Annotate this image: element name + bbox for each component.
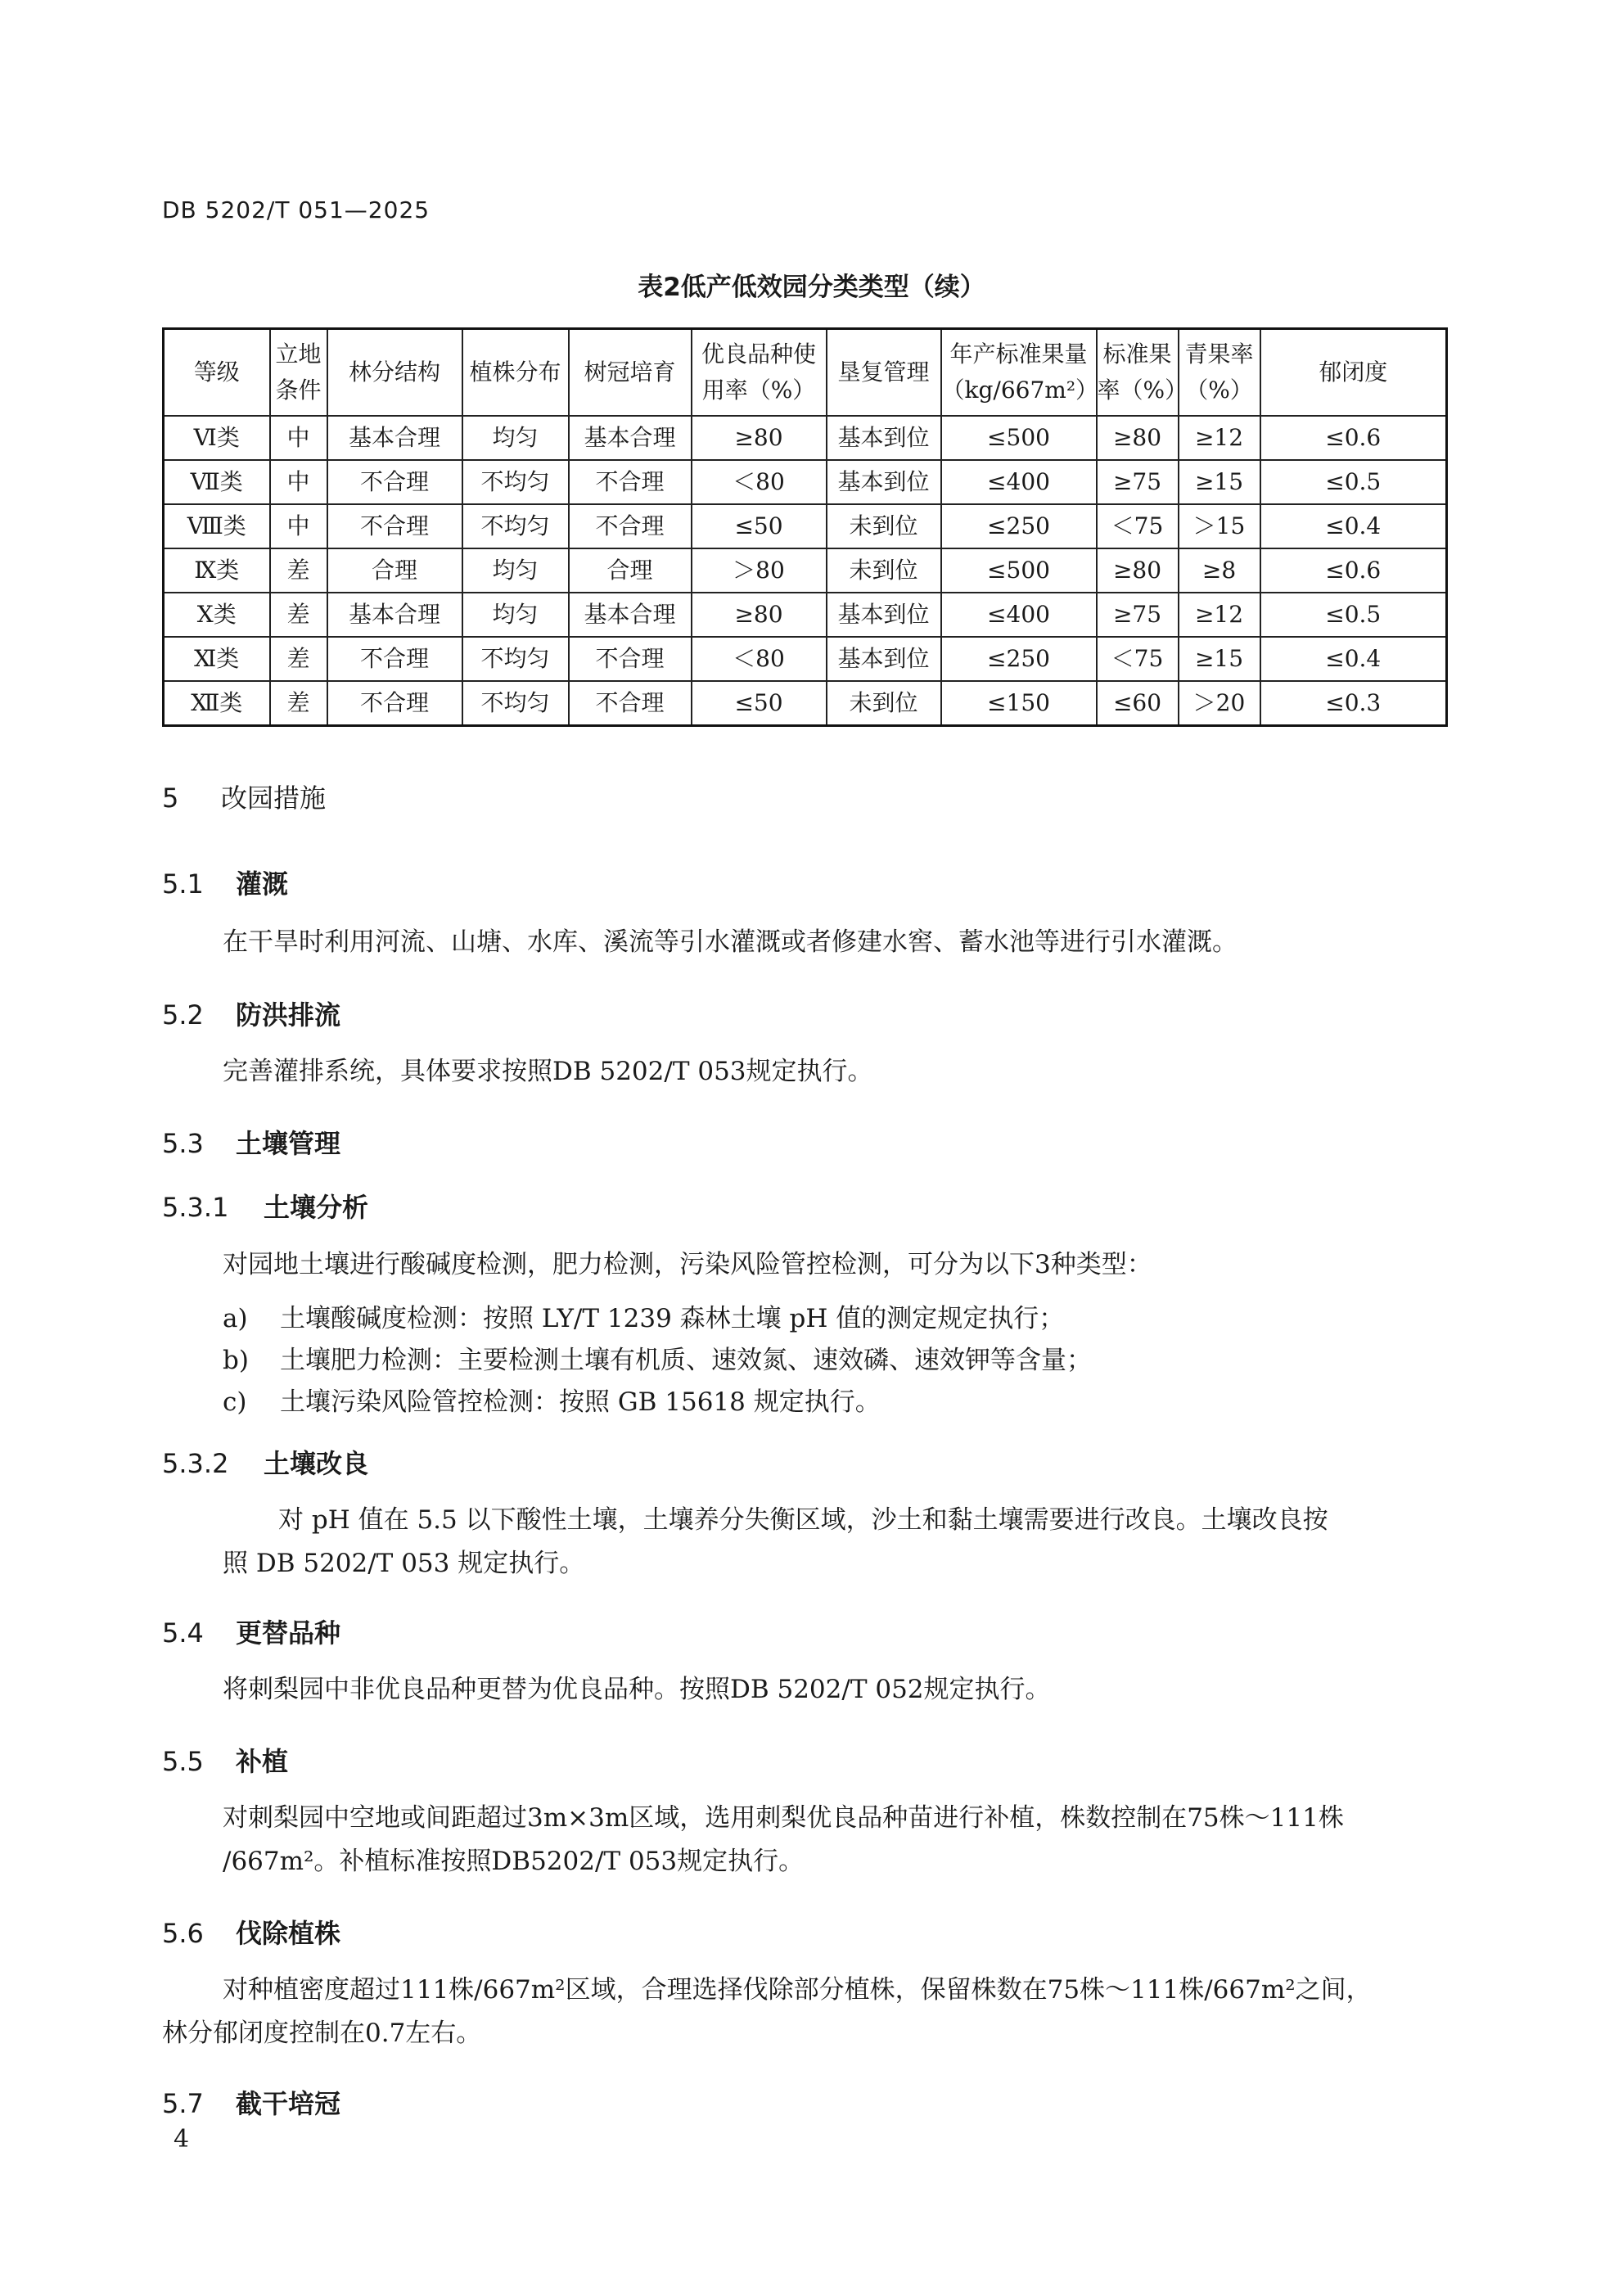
table-cell: ＜75 (1097, 637, 1179, 681)
table-cell: 未到位 (827, 504, 941, 548)
table-cell: ≥8 (1179, 548, 1260, 593)
table-cell: ≤250 (941, 504, 1097, 548)
table-cell: 不合理 (327, 637, 462, 681)
table-cell: ≤0.4 (1260, 637, 1447, 681)
section-5-3-1-body: 对园地土壤进行酸碱度检测，肥力检测，污染风险管控检测，可分为以下3种类型： (223, 1250, 1152, 1279)
section-5-1-body: 在干旱时利用河流、山塘、水库、溪流等引水灌溉或者修建水窖、蓄水池等进行引水灌溉。 (223, 927, 1238, 957)
table-cell: 基本到位 (827, 593, 941, 637)
table-cell: 不合理 (327, 681, 462, 726)
section-5-7-heading (162, 2083, 340, 2121)
table-cell: 差 (270, 593, 327, 637)
table-cell: 基本合理 (569, 593, 692, 637)
table-cell: ≤500 (941, 416, 1097, 460)
table-cell: 未到位 (827, 548, 941, 593)
table-cell: ≥12 (1179, 416, 1260, 460)
section-5-4-body: 将刺梨园中非优良品种更替为优良品种。按照DB 5202/T 052规定执行。 (223, 1675, 1051, 1704)
classification-table (162, 327, 1448, 727)
section-title: 土壤管理 (236, 1128, 341, 1159)
section-5-3-1-heading (162, 1187, 368, 1225)
col-header: 郁闭度 (1260, 329, 1447, 417)
col-header: 年产标准果量（kg/667m²） (941, 329, 1097, 417)
table-cell: 中 (270, 504, 327, 548)
table-cell: ＜75 (1097, 504, 1179, 548)
table-cell: ≤0.3 (1260, 681, 1447, 726)
table-cell: 不均匀 (462, 637, 569, 681)
page-number: 4 (174, 2125, 190, 2154)
section-title: 改园措施 (221, 783, 327, 814)
section-number: 5.7 (162, 2088, 204, 2119)
table-cell: ≤0.4 (1260, 504, 1447, 548)
table-title: 表2低产低效园分类类型（续） (638, 273, 985, 302)
table-cell: ≥80 (692, 416, 827, 460)
table-cell: 不合理 (569, 460, 692, 504)
table-cell: ≥75 (1097, 593, 1179, 637)
section-5-5-body-line2: /667m²。补植标准按照DB5202/T 053规定执行。 (223, 1847, 805, 1876)
table-cell: ≥75 (1097, 460, 1179, 504)
section-number: 5.3.2 (162, 1448, 229, 1479)
col-header: 树冠培育 (569, 329, 692, 417)
table-cell: ＞20 (1179, 681, 1260, 726)
section-number: 5.1 (162, 868, 204, 900)
table-cell: 基本合理 (569, 416, 692, 460)
table-cell: 均匀 (462, 548, 569, 593)
table-cell: 中 (270, 460, 327, 504)
section-title: 截干培冠 (236, 2088, 341, 2119)
table-cell: ＜80 (692, 460, 827, 504)
section-5-2-heading (162, 995, 340, 1032)
col-header: 优良品种使用率（%） (692, 329, 827, 417)
list-text: 土壤酸碱度检测：按照 LY/T 1239 森林土壤 pH 值的测定规定执行； (280, 1304, 1065, 1333)
table-cell: ≤150 (941, 681, 1097, 726)
list-marker: b) (223, 1346, 249, 1375)
table-cell: 基本到位 (827, 416, 941, 460)
table-cell: Ⅺ类 (164, 637, 270, 681)
table-cell: ＞80 (692, 548, 827, 593)
section-5-3-2-body-line1: 对 pH 值在 5.5 以下酸性土壤，土壤养分失衡区域，沙土和黏土壤需要进行改良。土壤改良按 (278, 1505, 1328, 1535)
table-cell: ≤400 (941, 593, 1097, 637)
section-5-3-heading (162, 1123, 340, 1161)
table-cell: Ⅹ类 (164, 593, 270, 637)
table-cell: 未到位 (827, 681, 941, 726)
section-5-6-body-line2: 林分郁闭度控制在0.7左右。 (162, 2019, 482, 2048)
table-cell: 不合理 (569, 637, 692, 681)
table-cell: 基本合理 (327, 593, 462, 637)
section-title: 土壤改良 (264, 1448, 369, 1479)
table-cell: ≤50 (692, 681, 827, 726)
table-cell: 不均匀 (462, 460, 569, 504)
document-code: DB 5202/T 051—2025 (162, 196, 431, 223)
table-cell: 不均匀 (462, 504, 569, 548)
table-cell: 不均匀 (462, 681, 569, 726)
table-cell: ≤400 (941, 460, 1097, 504)
table-row (164, 548, 1447, 593)
table-cell: 不合理 (327, 504, 462, 548)
table-cell: 差 (270, 548, 327, 593)
table-cell: ≥15 (1179, 460, 1260, 504)
section-number: 5.6 (162, 1918, 204, 1949)
col-header: 林分结构 (327, 329, 462, 417)
table-cell: 基本到位 (827, 460, 941, 504)
section-5-6-heading (162, 1913, 340, 1951)
section-title: 伐除植株 (236, 1918, 341, 1949)
section-5-3-2-body-line2: 照 DB 5202/T 053 规定执行。 (223, 1549, 585, 1578)
table-cell: 均匀 (462, 593, 569, 637)
table-cell: 基本到位 (827, 637, 941, 681)
section-number: 5.5 (162, 1746, 204, 1777)
table-cell: Ⅻ类 (164, 681, 270, 726)
table-row (164, 460, 1447, 504)
table-cell: ≤0.5 (1260, 593, 1447, 637)
table-cell: ＜80 (692, 637, 827, 681)
table-cell: 均匀 (462, 416, 569, 460)
table-cell: Ⅶ类 (164, 460, 270, 504)
table-cell: 差 (270, 637, 327, 681)
table-cell: ≤0.6 (1260, 548, 1447, 593)
table-row (164, 504, 1447, 548)
section-5-2-body: 完善灌排系统，具体要求按照DB 5202/T 053规定执行。 (223, 1057, 873, 1086)
section-5-heading (162, 778, 326, 815)
list-text: 土壤肥力检测：主要检测土壤有机质、速效氮、速效磷、速效钾等含量； (280, 1346, 1092, 1375)
table-cell: ≥80 (1097, 416, 1179, 460)
table-row (164, 681, 1447, 726)
section-5-4-heading (162, 1613, 340, 1650)
table-cell: 合理 (327, 548, 462, 593)
table-cell: 不合理 (327, 460, 462, 504)
col-header: 青果率（%） (1179, 329, 1260, 417)
list-item (223, 1297, 1064, 1334)
section-5-3-2-heading (162, 1443, 368, 1481)
table-cell: ≤60 (1097, 681, 1179, 726)
table-body (164, 416, 1447, 726)
col-header: 标准果率（%） (1097, 329, 1179, 417)
section-number: 5 (162, 783, 179, 814)
table-cell: Ⅵ类 (164, 416, 270, 460)
col-header: 植株分布 (462, 329, 569, 417)
list-marker: c) (223, 1387, 247, 1417)
section-5-6-body-line1: 对种植密度超过111株/667m²区域，合理选择伐除部分植株，保留株数在75株～111株/667m²之间， (223, 1975, 1372, 2005)
table-cell: ≤500 (941, 548, 1097, 593)
section-number: 5.4 (162, 1617, 204, 1649)
section-title: 灌溉 (236, 868, 289, 900)
col-header: 垦复管理 (827, 329, 941, 417)
section-5-5-body-line1: 对刺梨园中空地或间距超过3m×3m区域，选用刺梨优良品种苗进行补植，株数控制在75株～111株 (223, 1803, 1344, 1833)
section-title: 土壤分析 (264, 1192, 369, 1223)
table-cell: 不合理 (569, 504, 692, 548)
table-cell: 不合理 (569, 681, 692, 726)
table-cell: ≤0.6 (1260, 416, 1447, 460)
table-cell: 合理 (569, 548, 692, 593)
table-cell: ＞15 (1179, 504, 1260, 548)
list-marker: a) (223, 1304, 248, 1333)
list-item (223, 1381, 881, 1418)
table-row (164, 637, 1447, 681)
section-title: 更替品种 (236, 1617, 341, 1649)
table-cell: ≥80 (1097, 548, 1179, 593)
table-cell: 中 (270, 416, 327, 460)
list-item (223, 1339, 1092, 1376)
section-5-1-heading (162, 864, 288, 901)
table-cell: 差 (270, 681, 327, 726)
table-header-row (164, 329, 1447, 417)
section-5-5-heading (162, 1741, 288, 1779)
table-row (164, 416, 1447, 460)
table-cell: Ⅸ类 (164, 548, 270, 593)
table-cell: ≥80 (692, 593, 827, 637)
table-cell: Ⅷ类 (164, 504, 270, 548)
section-number: 5.2 (162, 999, 204, 1031)
table-cell: ≤250 (941, 637, 1097, 681)
table-cell: ≤0.5 (1260, 460, 1447, 504)
col-header: 立地条件 (270, 329, 327, 417)
list-text: 土壤污染风险管控检测：按照 GB 15618 规定执行。 (280, 1387, 881, 1417)
section-title: 补植 (236, 1746, 289, 1777)
table-cell: ≥12 (1179, 593, 1260, 637)
section-number: 5.3 (162, 1128, 204, 1159)
col-header: 等级 (164, 329, 270, 417)
section-title: 防洪排流 (236, 999, 341, 1031)
table-cell: ≤50 (692, 504, 827, 548)
table-row (164, 593, 1447, 637)
table-cell: ≥15 (1179, 637, 1260, 681)
section-number: 5.3.1 (162, 1192, 229, 1223)
table-cell: 基本合理 (327, 416, 462, 460)
